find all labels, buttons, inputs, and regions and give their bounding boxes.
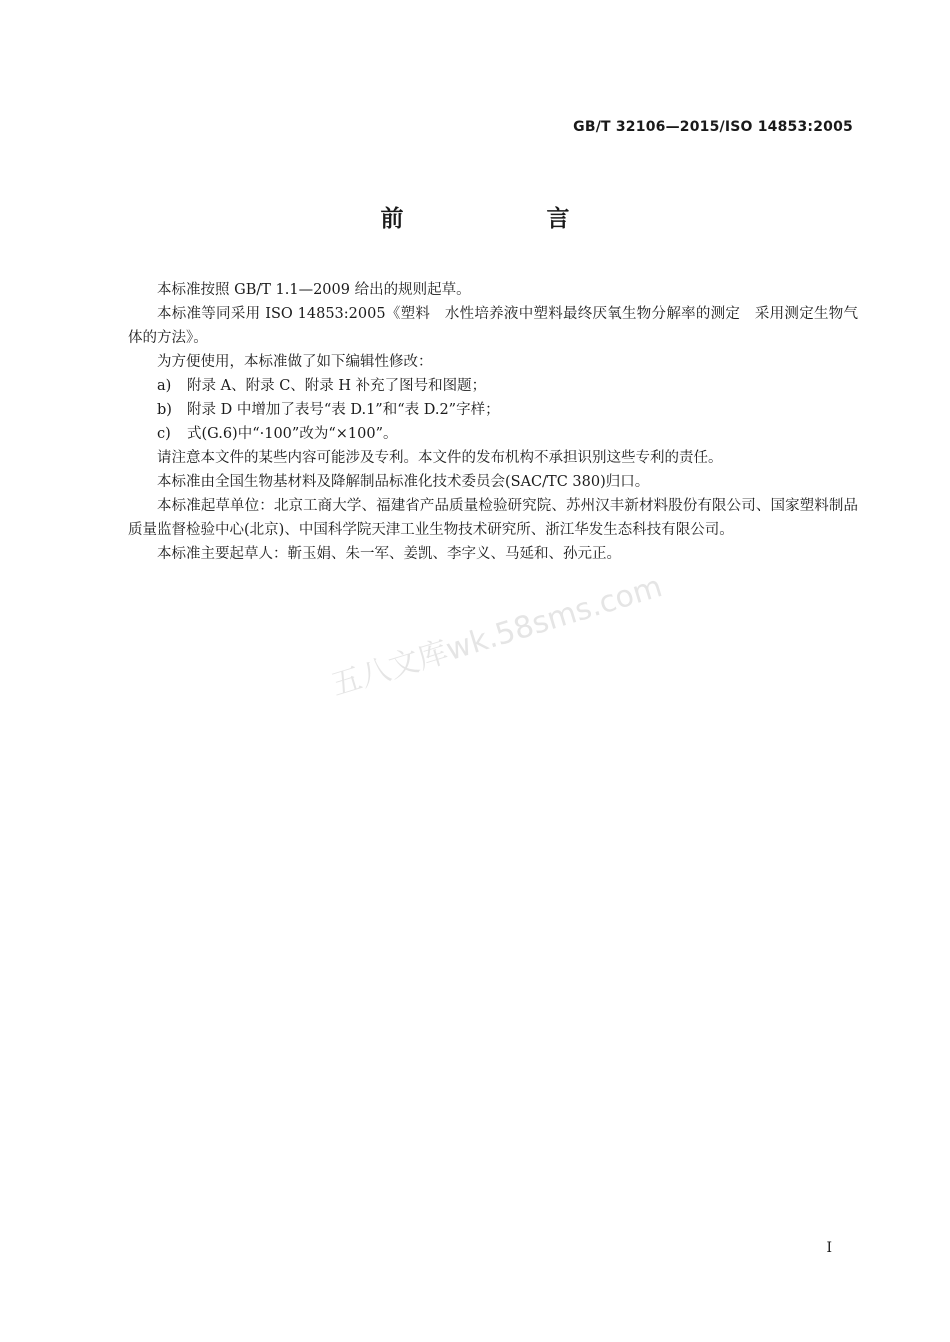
paragraph-adoption: 本标准等同采用 ISO 14853:2005《塑料 水性培养液中塑料最终厌氧生物分解率的测定 采用测定生物气体的方法》。 [128, 306, 858, 346]
paragraph-committee: 本标准由全国生物基材料及降解制品标准化技术委员会(SAC/TC 380)归口。 [157, 474, 650, 490]
list-item [128, 398, 858, 422]
paragraph-patent-notice: 请注意本文件的某些内容可能涉及专利。本文件的发布机构不承担识别这些专利的责任。 [157, 450, 723, 466]
list-marker: a) [157, 378, 172, 394]
foreword-body [128, 278, 858, 566]
list-text: 式(G.6)中“·100”改为“×100”。 [187, 426, 398, 442]
standard-code: GB/T 32106—2015/ISO 14853:2005 [573, 119, 853, 135]
list-item [128, 374, 858, 398]
page-title: 前 言 [380, 206, 630, 232]
paragraph-edit-intro: 为方便使用，本标准做了如下编辑性修改： [157, 354, 433, 370]
watermark: 五八文库wk.58sms.com [327, 569, 667, 704]
paragraph-drafting-rules: 本标准按照 GB/T 1.1—2009 给出的规则起草。 [157, 282, 471, 298]
paragraph-drafters: 本标准主要起草人：靳玉娟、朱一军、姜凯、李字义、马延和、孙元正。 [157, 546, 621, 562]
list-text: 附录 D 中增加了表号“表 D.1”和“表 D.2”字样； [187, 402, 500, 418]
list-text: 附录 A、附录 C、附录 H 补充了图号和图题； [187, 378, 487, 394]
list-marker: b) [157, 402, 172, 418]
list-marker: c) [157, 426, 171, 442]
paragraph-drafting-units: 本标准起草单位：北京工商大学、福建省产品质量检验研究院、苏州汉丰新材料股份有限公司、国家塑料制品质量监督检验中心(北京)、中国科学院天津工业生物技术研究所、浙江华发生态科技有限公司。 [128, 498, 858, 538]
list-item [128, 422, 858, 446]
page-number: I [826, 1240, 832, 1256]
